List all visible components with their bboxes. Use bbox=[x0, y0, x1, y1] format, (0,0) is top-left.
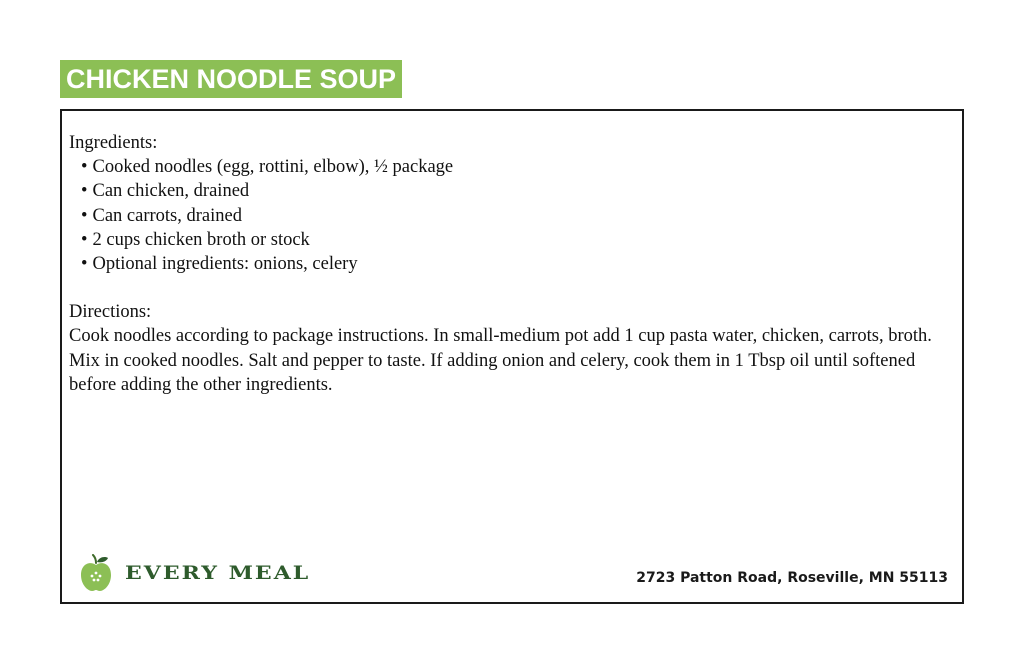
bullet-icon: • bbox=[81, 205, 88, 226]
section-spacer bbox=[69, 276, 959, 300]
ingredient-item bbox=[69, 252, 959, 276]
address-text: 2723 Patton Road, Roseville, MN 55113 bbox=[636, 570, 948, 586]
directions-heading: Directions: bbox=[69, 302, 152, 323]
ingredient-item bbox=[69, 155, 959, 179]
recipe-title: CHICKEN NOODLE SOUP bbox=[66, 63, 397, 94]
recipe-content bbox=[69, 131, 959, 397]
ingredient-text: Can chicken, drained bbox=[92, 181, 250, 202]
directions-text: Cook noodles according to package instructions. In small-medium pot add 1 cup pasta water, chicken, carrots, broth. Mix in cooked noodles. Salt and pepper to taste. If adding onion and celery, cook them in 1 Tbsp oil until softened before adding the other ingredients. bbox=[69, 326, 932, 395]
ingredient-text: Can carrots, drained bbox=[92, 205, 242, 226]
ingredient-item bbox=[69, 204, 959, 228]
recipe-card bbox=[60, 109, 964, 604]
apple-icon bbox=[79, 554, 113, 592]
ingredient-text: Optional ingredients: onions, celery bbox=[92, 254, 358, 275]
ingredient-item bbox=[69, 228, 959, 252]
bullet-icon: • bbox=[81, 254, 88, 275]
bullet-icon: • bbox=[81, 157, 88, 178]
ingredient-text: Cooked noodles (egg, rottini, elbow), ½ package bbox=[92, 157, 454, 178]
ingredient-item bbox=[69, 179, 959, 203]
bullet-icon: • bbox=[81, 181, 88, 202]
ingredient-text: 2 cups chicken broth or stock bbox=[92, 229, 310, 250]
ingredients-list bbox=[69, 155, 959, 276]
bullet-icon: • bbox=[81, 229, 88, 250]
title-banner bbox=[60, 60, 402, 98]
brand-name: EVERY MEAL bbox=[125, 561, 311, 585]
ingredients-heading: Ingredients: bbox=[69, 133, 158, 153]
every-meal-logo bbox=[79, 554, 310, 592]
